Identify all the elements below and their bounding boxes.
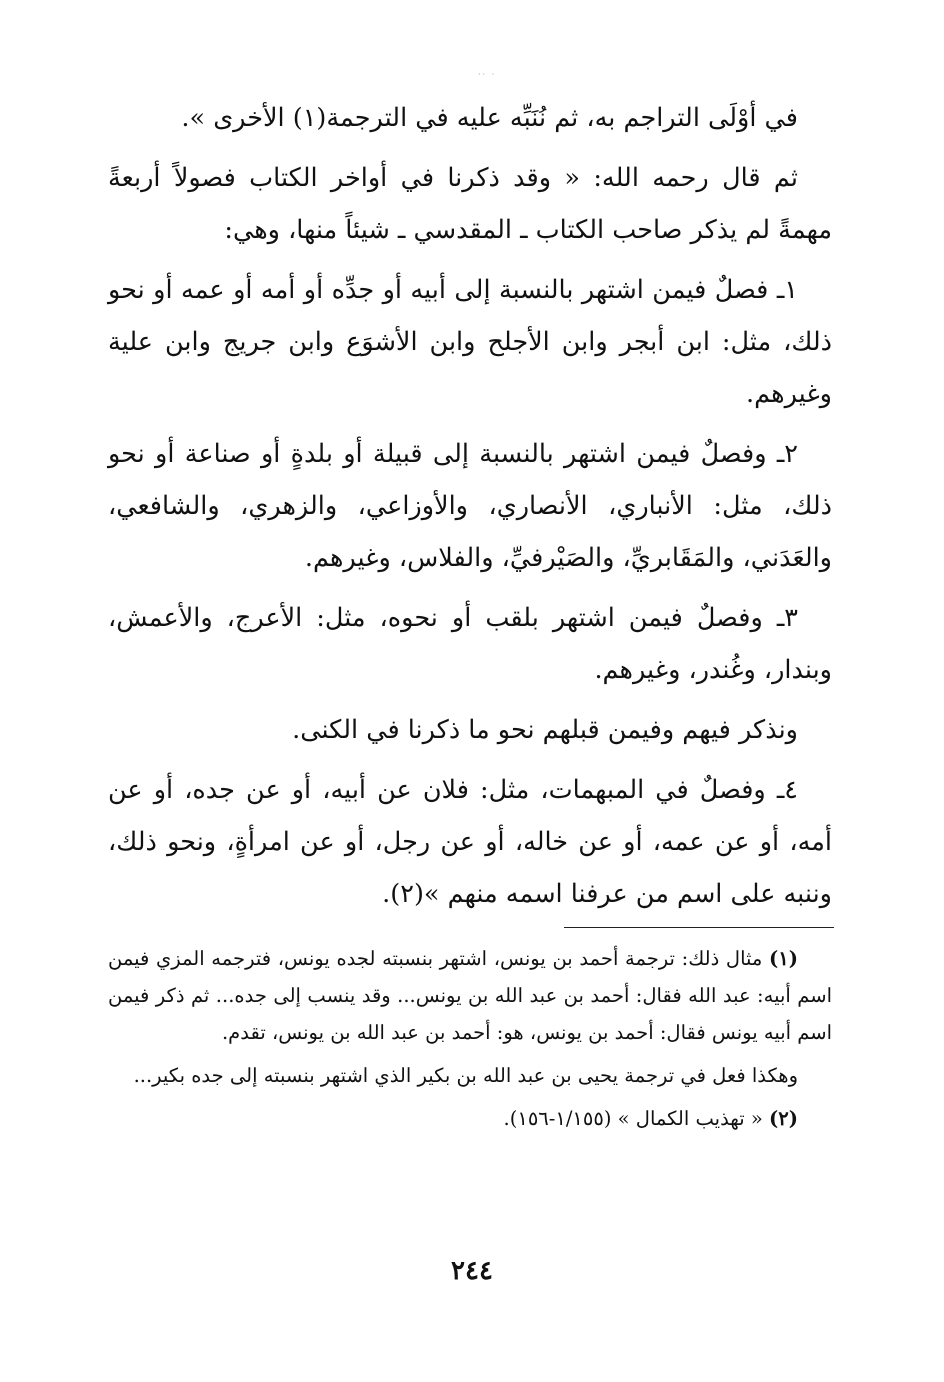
paragraph-chapter-4: ٤ـ وفصلٌ في المبهمات، مثل: فلان عن أبيه، أو عن جده، أو عن أمه، أو عن عمه، أو عن خاله، أو عن رجل، أو عن امرأةٍ، ونحو ذلك، وننبه على اسم من عرفنا اسمه منهم »(٢). <box>108 775 832 909</box>
page-number: ٢٤٤ <box>451 1256 493 1286</box>
main-text <box>108 92 832 920</box>
paragraph-chapter-1: ١ـ فصلٌ فيمن اشتهر بالنسبة إلى أبيه أو جدِّه أو أمه أو عمه أو نحو ذلك، مثل: ابن أبجر وابن الأجلح وابن الأشوَع وابن جريج وابن علية وغيرهم. <box>108 275 832 409</box>
footnote-1-number: (١) <box>769 947 798 970</box>
paragraph-kuna: ونذكر فيهم وفيمن قبلهم نحو ما ذكرنا في الكنى. <box>292 715 798 745</box>
footnote-2 <box>108 1100 832 1137</box>
paragraph-chapter-3: ٣ـ وفصلٌ فيمن اشتهر بلقب أو نحوه، مثل: الأعرج، والأعمش، وبندار، وغُندر، وغيرهم. <box>108 603 832 685</box>
footnote-1-text: مثال ذلك: ترجمة أحمد بن يونس، اشتهر بنسبته لجده يونس، فترجمه المزي فيمن اسم أبيه: عبد الله فقال: أحمد بن عبد الله بن يونس... وقد ينسب إلى جده... ثم ذكر فيمن اسم أبيه يونس فقال: أحمد بن يونس، هو: أحمد بن عبد الله بن يونس، تقدم. <box>108 947 832 1044</box>
scan-mark: ·· · <box>478 70 497 79</box>
footnote-2-text: « تهذيب الكمال » (١/١٥٥-١٥٦). <box>503 1107 763 1130</box>
paragraph-quote: ثم قال رحمه الله: « وقد ذكرنا في أواخر الكتاب فصولاً أربعةً مهمةً لم يذكر صاحب الكتاب ـ المقدسي ـ شيئاً منها، وهي: <box>108 163 832 245</box>
footnote-2-number: (٢) <box>769 1107 798 1130</box>
footnote-separator <box>564 927 834 928</box>
footnote-1 <box>108 940 832 1051</box>
paragraph-chapter-2: ٢ـ وفصلٌ فيمن اشتهر بالنسبة إلى قبيلة أو بلدةٍ أو صناعة أو نحو ذلك، مثل: الأنباري، الأنصاري، والأوزاعي، والزهري، والشافعي، والعَدَني، والمَقَابريِّ، والصَيْرفيِّ، والفلاس، وغيرهم. <box>108 439 832 573</box>
footnote-1-continuation: وهكذا فعل في ترجمة يحيى بن عبد الله بن بكير الذي اشتهر بنسبته إلى جده بكير... <box>133 1064 798 1087</box>
paragraph-intro: في أوْلَى التراجم به، ثم نُنَبِّه عليه في الترجمة(١) الأخرى ». <box>181 103 798 133</box>
footnotes <box>108 940 832 1137</box>
